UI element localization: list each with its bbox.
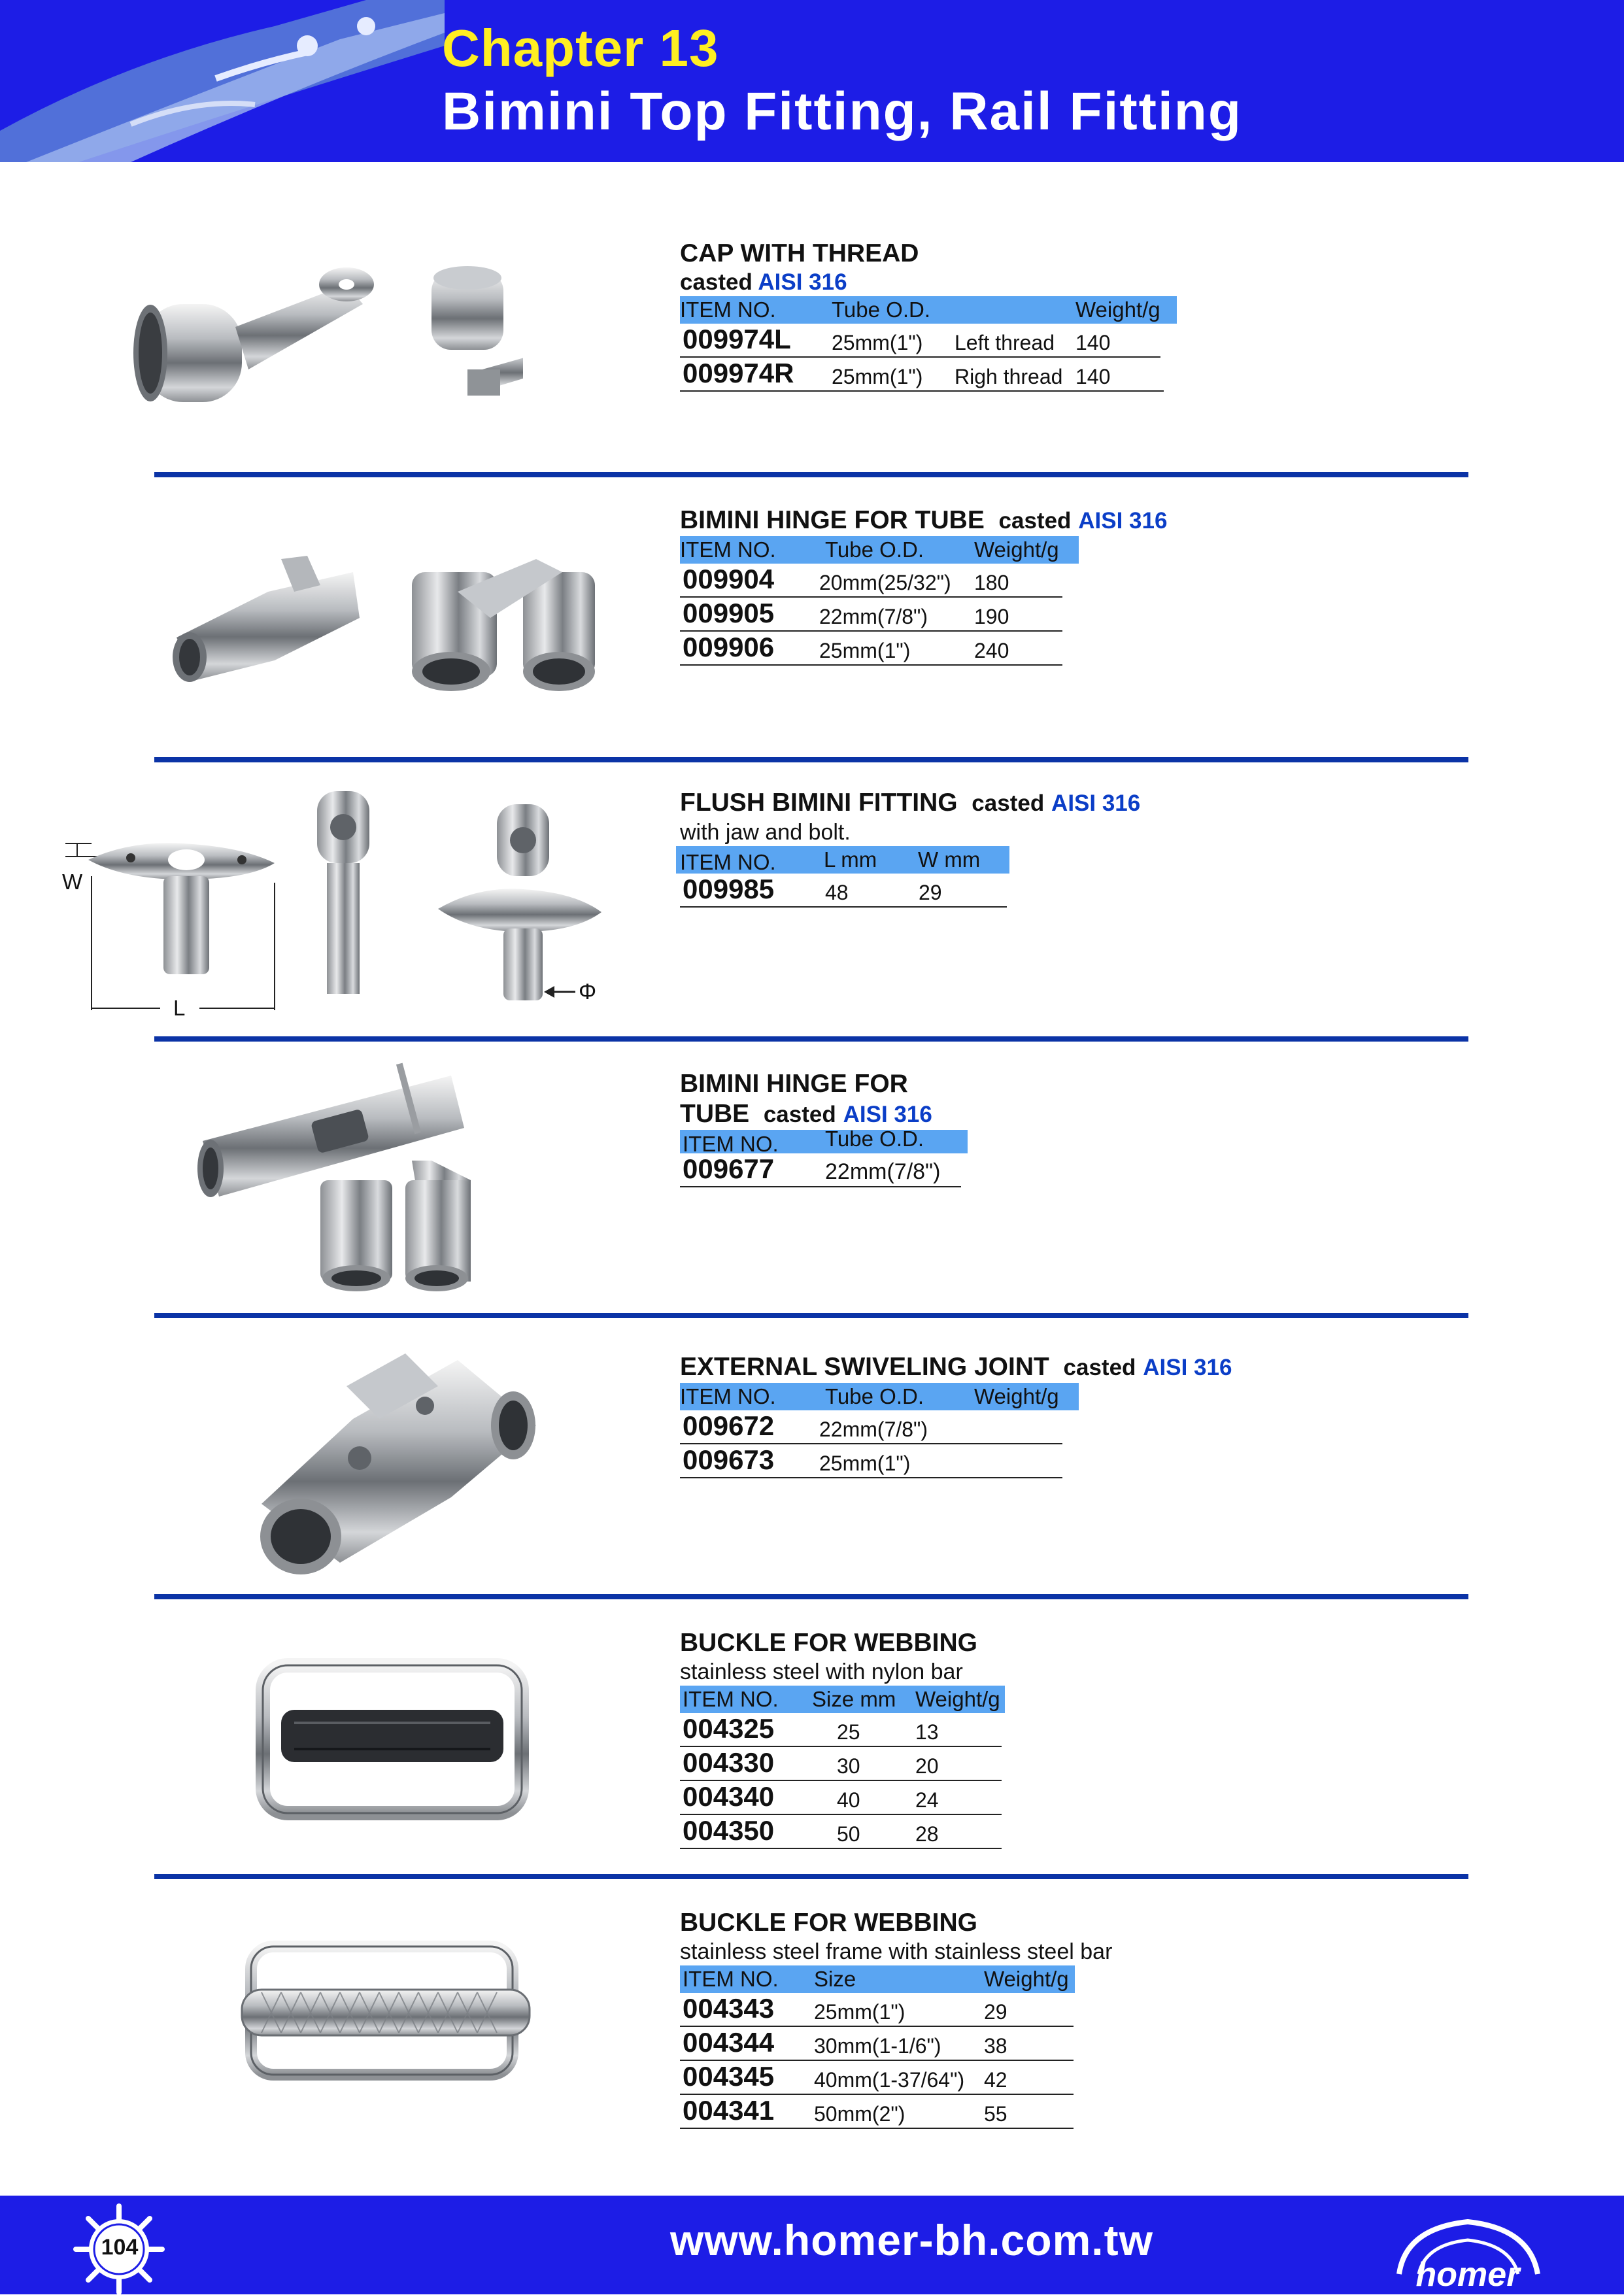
col-weight: Weight/g xyxy=(1075,298,1160,322)
table-row xyxy=(680,2061,1074,2095)
item-number: 009673 xyxy=(683,1444,775,1475)
weight: 180 xyxy=(974,571,1009,594)
table-row xyxy=(680,1781,1002,1815)
size: 25mm(1") xyxy=(814,2000,905,2024)
table-row xyxy=(680,1993,1074,2027)
item-number: 009905 xyxy=(683,598,775,628)
casted-label: casted xyxy=(1063,1355,1136,1380)
section-divider xyxy=(154,1594,1468,1599)
bimini-hinge-inline-photo xyxy=(196,1056,471,1298)
item-number: 004344 xyxy=(683,2027,775,2058)
product-bimini-hinge-for-tube xyxy=(680,505,1167,666)
material-line xyxy=(680,269,1177,296)
casted-label: casted xyxy=(680,269,753,295)
col-tube-od: Tube O.D. xyxy=(825,1127,924,1151)
thread-type: Righ thread xyxy=(955,365,1063,388)
dimension-phi-label: Φ xyxy=(579,979,597,1004)
product-subtitle: stainless steel frame with stainless steel bar xyxy=(680,1939,1113,1964)
flush-bimini-fitting-photo xyxy=(52,778,628,1027)
size-mm: 50 xyxy=(837,1822,860,1846)
product-title: TUBE xyxy=(680,1100,750,1128)
table-row xyxy=(680,1747,1002,1781)
spec-table-header xyxy=(680,1127,968,1156)
casted-label: casted xyxy=(998,508,1072,534)
col-size: Size xyxy=(814,1967,856,1991)
page-number: 104 xyxy=(101,2235,139,2260)
product-external-swiveling-joint xyxy=(680,1352,1232,1478)
col-tube-od: Tube O.D. xyxy=(825,537,924,562)
col-item-no: ITEM NO. xyxy=(680,850,776,874)
section-divider xyxy=(154,1313,1468,1318)
bimini-hinge-for-tube-photo xyxy=(170,546,601,703)
buckle-stainless-bar-photo xyxy=(235,1939,536,2082)
spec-table xyxy=(680,1127,968,1187)
product-title-line2 xyxy=(680,1099,968,1130)
product-subtitle: stainless steel with nylon bar xyxy=(680,1659,963,1684)
product-title-line xyxy=(680,505,1167,536)
product-title-line1: BIMINI HINGE FOR xyxy=(680,1070,908,1098)
item-number: 009985 xyxy=(683,874,775,904)
sail-hardware-banner-image xyxy=(0,0,445,162)
buckle-nylon-bar-photo xyxy=(255,1658,530,1821)
external-swiveling-joint-photo xyxy=(255,1347,543,1582)
table-row xyxy=(680,324,1160,358)
weight: 24 xyxy=(915,1788,939,1812)
weight: 140 xyxy=(1075,365,1111,388)
size: 50mm(2") xyxy=(814,2102,905,2126)
item-number: 004345 xyxy=(683,2061,775,2092)
item-number: 004340 xyxy=(683,1781,775,1812)
spec-table xyxy=(680,1383,1079,1478)
page-footer xyxy=(0,2196,1624,2294)
tube-od: 25mm(1") xyxy=(832,331,923,354)
table-row xyxy=(680,1410,1062,1444)
weight: 140 xyxy=(1075,331,1111,354)
weight: 190 xyxy=(974,605,1009,628)
col-item-no: ITEM NO. xyxy=(680,537,776,562)
page-header xyxy=(0,0,1624,162)
material-label: AISI 316 xyxy=(1051,790,1141,816)
thread-type: Left thread xyxy=(955,331,1055,354)
weight: 42 xyxy=(984,2068,1007,2092)
spec-table-header xyxy=(676,846,1009,874)
casted-label: casted xyxy=(763,1102,836,1127)
product-buckle-nylon-bar xyxy=(680,1628,1007,1849)
item-number: 009677 xyxy=(683,1153,775,1184)
size: 30mm(1-1/6") xyxy=(814,2034,941,2058)
table-row xyxy=(680,1713,1002,1747)
col-tube-od: Tube O.D. xyxy=(832,298,930,322)
weight: 55 xyxy=(984,2102,1007,2126)
dimension-w-label: W xyxy=(62,870,83,894)
product-buckle-stainless-bar xyxy=(680,1908,1112,2129)
size-mm: 40 xyxy=(837,1788,860,1812)
tube-od: 22mm(7/8") xyxy=(819,605,928,628)
spec-table xyxy=(680,536,1079,666)
tube-od: 25mm(1") xyxy=(819,639,911,662)
cap-with-thread-photo xyxy=(131,258,523,422)
table-row xyxy=(680,2095,1074,2129)
col-weight: Weight/g xyxy=(915,1687,1000,1711)
col-item-no: ITEM NO. xyxy=(680,298,776,322)
item-number: 004343 xyxy=(683,1993,775,2024)
item-number: 009974R xyxy=(683,358,794,388)
col-item-no: ITEM NO. xyxy=(683,1687,779,1711)
tube-od: 20mm(25/32") xyxy=(819,571,951,594)
table-row xyxy=(680,1153,961,1187)
tube-od: 22mm(7/8") xyxy=(825,1159,941,1184)
material-label: AISI 316 xyxy=(1143,1355,1232,1380)
spec-table xyxy=(680,1686,1007,1849)
table-row xyxy=(680,1815,1002,1849)
product-bimini-hinge-for-tube-inline xyxy=(680,1069,968,1187)
weight: 13 xyxy=(915,1720,939,1744)
table-row xyxy=(680,564,1062,598)
col-size-mm: Size mm xyxy=(812,1687,896,1711)
table-row xyxy=(680,1444,1062,1478)
spec-table-header xyxy=(680,1383,1079,1410)
casted-label: casted xyxy=(972,790,1045,816)
item-number: 009672 xyxy=(683,1410,775,1441)
spec-table xyxy=(680,1965,1072,2129)
size-mm: 25 xyxy=(837,1720,860,1744)
section-divider xyxy=(154,1036,1468,1042)
size: 40mm(1-37/64") xyxy=(814,2068,965,2092)
weight: 28 xyxy=(915,1822,939,1846)
weight: 38 xyxy=(984,2034,1007,2058)
material-label: AISI 316 xyxy=(758,269,847,295)
table-row xyxy=(680,874,1007,908)
chapter-title: Bimini Top Fitting, Rail Fitting xyxy=(442,82,1242,141)
chapter-number: Chapter 13 xyxy=(442,19,719,77)
table-row xyxy=(680,2027,1074,2061)
table-row xyxy=(680,598,1062,632)
spec-table xyxy=(680,846,1013,908)
item-number: 004341 xyxy=(683,2095,775,2126)
homer-logo xyxy=(1386,2209,1549,2290)
col-tube-od: Tube O.D. xyxy=(825,1384,924,1408)
col-weight: Weight/g xyxy=(974,537,1059,562)
col-w-mm: W mm xyxy=(918,847,981,872)
table-row xyxy=(680,358,1164,392)
weight: 240 xyxy=(974,639,1009,662)
item-number: 004325 xyxy=(683,1713,775,1744)
section-divider xyxy=(154,1874,1468,1879)
item-number: 004330 xyxy=(683,1747,775,1778)
item-number: 004350 xyxy=(683,1815,775,1846)
spec-table-header xyxy=(680,296,1177,324)
size-mm: 30 xyxy=(837,1754,860,1778)
col-item-no: ITEM NO. xyxy=(680,1384,776,1408)
spec-table xyxy=(680,296,1177,392)
product-title: EXTERNAL SWIVELING JOINT xyxy=(680,1353,1049,1381)
spec-table-header xyxy=(680,1965,1075,1993)
spec-table-header xyxy=(680,536,1079,564)
section-divider xyxy=(154,472,1468,477)
weight: 29 xyxy=(984,2000,1007,2024)
col-weight: Weight/g xyxy=(984,1967,1069,1991)
logo-text: homer xyxy=(1415,2256,1520,2290)
dimension-l-label: L xyxy=(173,996,186,1020)
product-title: BUCKLE FOR WEBBING xyxy=(680,1909,977,1937)
tube-od: 25mm(1") xyxy=(819,1452,911,1475)
col-item-no: ITEM NO. xyxy=(683,1132,779,1156)
item-number: 009906 xyxy=(683,632,775,662)
material-label: AISI 316 xyxy=(843,1102,932,1127)
product-title-line xyxy=(680,788,1140,819)
product-title: FLUSH BIMINI FITTING xyxy=(680,789,958,817)
product-title: CAP WITH THREAD xyxy=(680,239,919,267)
spec-table-header xyxy=(680,1686,1005,1713)
product-subtitle: with jaw and bolt. xyxy=(680,820,851,845)
item-number: 009904 xyxy=(683,564,775,594)
width-mm: 29 xyxy=(919,881,942,904)
length-mm: 48 xyxy=(825,881,849,904)
website-url[interactable]: www.homer-bh.com.tw xyxy=(670,2216,1153,2264)
product-title: BUCKLE FOR WEBBING xyxy=(680,1629,977,1657)
col-weight: Weight/g xyxy=(974,1384,1059,1408)
product-title-line xyxy=(680,1352,1232,1383)
material-label: AISI 316 xyxy=(1078,508,1168,534)
table-row xyxy=(680,632,1062,666)
product-flush-bimini-fitting xyxy=(680,788,1140,908)
section-divider xyxy=(154,757,1468,762)
tube-od: 22mm(7/8") xyxy=(819,1418,928,1441)
item-number: 009974L xyxy=(683,324,791,354)
col-item-no: ITEM NO. xyxy=(683,1967,779,1991)
weight: 20 xyxy=(915,1754,939,1778)
product-title: BIMINI HINGE FOR TUBE xyxy=(680,506,985,534)
product-cap-with-thread xyxy=(680,239,1177,392)
tube-od: 25mm(1") xyxy=(832,365,923,388)
col-l-mm: L mm xyxy=(824,847,877,872)
